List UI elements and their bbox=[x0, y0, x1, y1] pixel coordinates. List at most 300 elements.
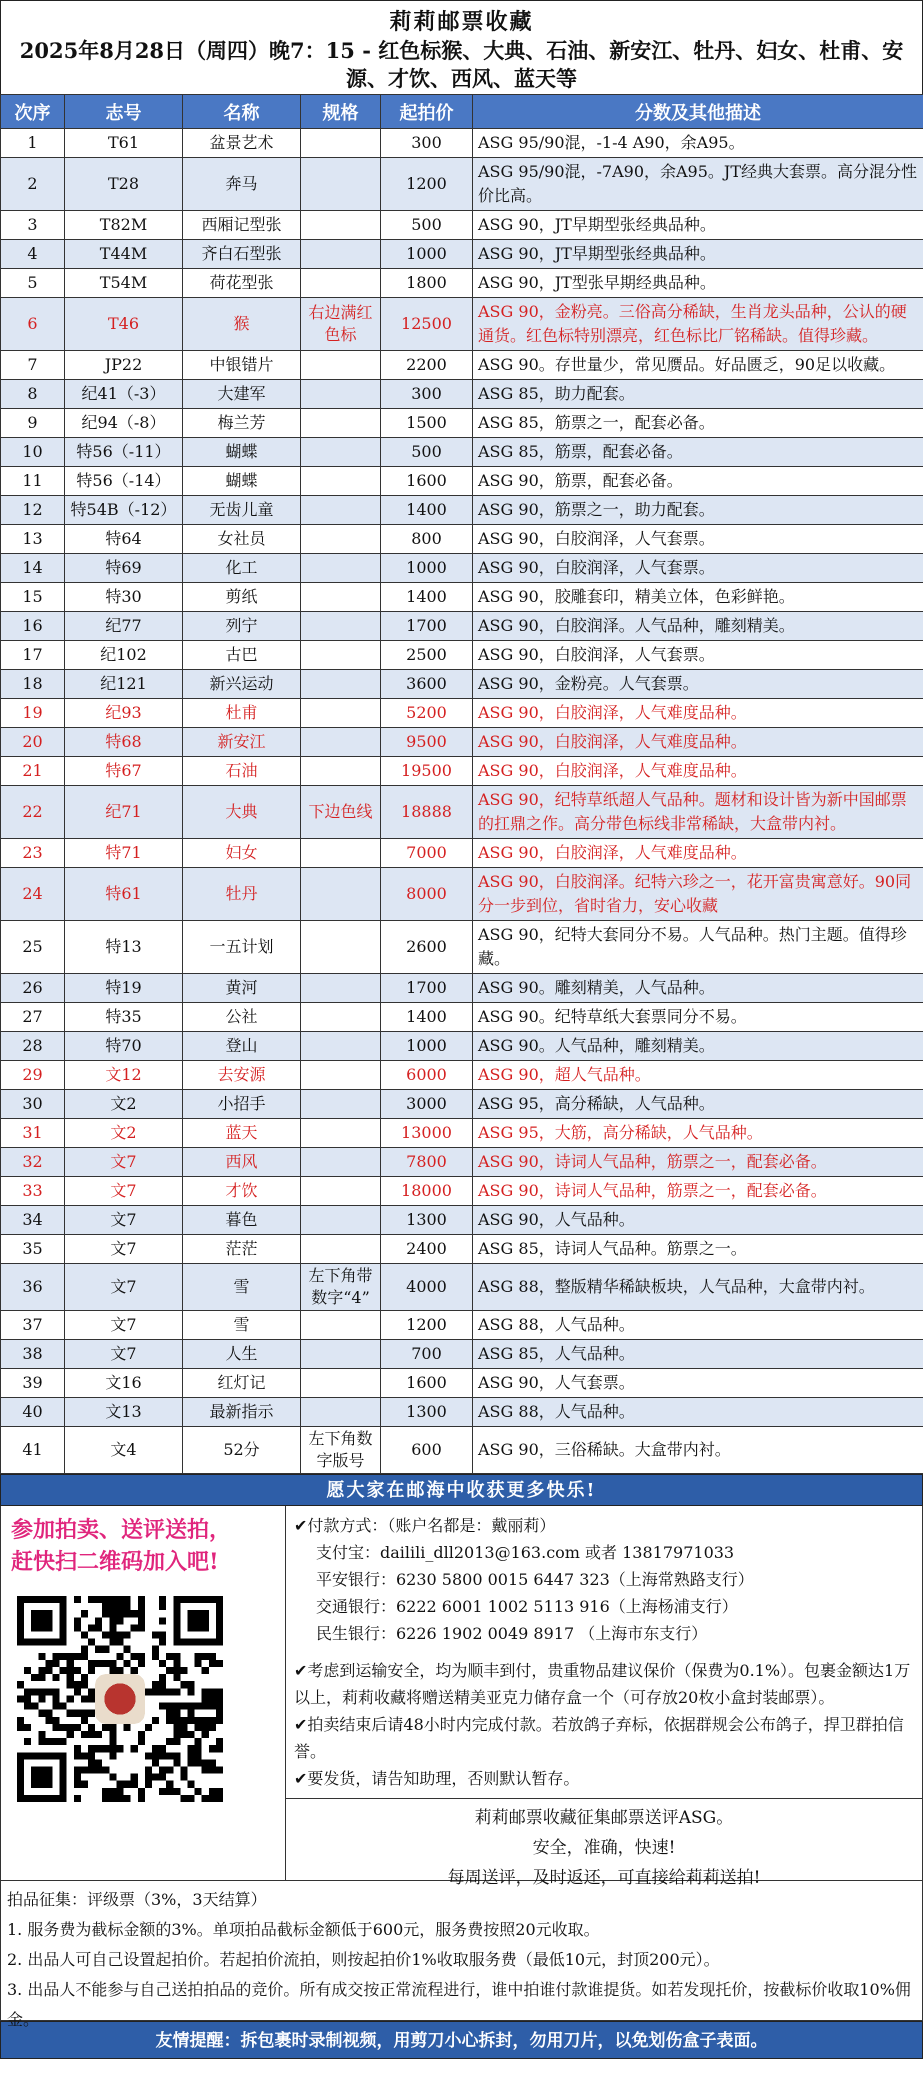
lot-number: 7 bbox=[1, 351, 65, 380]
service-line-1: 莉莉邮票收藏征集邮票送评ASG。 bbox=[474, 1808, 734, 1828]
lot-start-price: 3600 bbox=[381, 670, 473, 699]
lot-spec bbox=[301, 1398, 381, 1427]
lot-name: 化工 bbox=[183, 554, 301, 583]
lot-number: 25 bbox=[1, 921, 65, 974]
lot-spec bbox=[301, 1369, 381, 1398]
table-row bbox=[1, 641, 923, 670]
lot-name: 大建军 bbox=[183, 380, 301, 409]
lot-number: 22 bbox=[1, 786, 65, 839]
lot-code: 特56（-11） bbox=[65, 438, 183, 467]
lot-spec bbox=[301, 438, 381, 467]
table-row bbox=[1, 351, 923, 380]
table-row bbox=[1, 1369, 923, 1398]
table-row bbox=[1, 583, 923, 612]
lot-code: 特64 bbox=[65, 525, 183, 554]
col-header-price: 起拍价 bbox=[381, 95, 473, 129]
lot-number: 41 bbox=[1, 1427, 65, 1474]
footer-reminder: 友情提醒：拆包裹时录制视频，用剪刀小心拆封，勿用刀片，以免划伤盒子表面。 bbox=[0, 2021, 923, 2059]
lot-description: ASG 90，白胶润泽，人气套票。 bbox=[473, 554, 923, 583]
table-row bbox=[1, 612, 923, 641]
lot-start-price: 18888 bbox=[381, 786, 473, 839]
promo-panel bbox=[1, 1506, 286, 1880]
lot-spec bbox=[301, 158, 381, 211]
table-row bbox=[1, 129, 923, 158]
lot-spec bbox=[301, 583, 381, 612]
lot-name: 杜甫 bbox=[183, 699, 301, 728]
lot-start-price: 8000 bbox=[381, 868, 473, 921]
lot-description: ASG 90，白胶润泽，人气套票。 bbox=[473, 641, 923, 670]
lot-code: 文2 bbox=[65, 1090, 183, 1119]
lot-number: 36 bbox=[1, 1264, 65, 1311]
lot-spec: 右边满红色标 bbox=[301, 298, 381, 351]
promo-line-2: 赶快扫二维码加入吧! bbox=[11, 1549, 219, 1575]
alipay-account: 支付宝：dailili_dll2013@163.com 或者 13817971033 bbox=[316, 1543, 735, 1562]
lot-number: 6 bbox=[1, 298, 65, 351]
table-row bbox=[1, 1177, 923, 1206]
lot-start-price: 1200 bbox=[381, 158, 473, 211]
lot-name: 公社 bbox=[183, 1003, 301, 1032]
lot-start-price: 1000 bbox=[381, 1032, 473, 1061]
lot-number: 14 bbox=[1, 554, 65, 583]
greeting-banner: 愿大家在邮海中收获更多快乐! bbox=[0, 1474, 923, 1506]
lot-number: 30 bbox=[1, 1090, 65, 1119]
lot-description: ASG 90，超人气品种。 bbox=[473, 1061, 923, 1090]
page-title: 莉莉邮票收藏 bbox=[389, 9, 534, 35]
lot-spec: 左下角带数字“4” bbox=[301, 1264, 381, 1311]
table-row bbox=[1, 974, 923, 1003]
lot-description: ASG 90，诗词人气品种，筋票之一，配套必备。 bbox=[473, 1148, 923, 1177]
table-row bbox=[1, 728, 923, 757]
lot-name: 女社员 bbox=[183, 525, 301, 554]
lot-spec bbox=[301, 699, 381, 728]
lot-spec bbox=[301, 1148, 381, 1177]
payment-panel bbox=[286, 1506, 922, 1888]
lot-start-price: 1400 bbox=[381, 583, 473, 612]
lot-description: ASG 90。纪特草纸大套票同分不易。 bbox=[473, 1003, 923, 1032]
table-row bbox=[1, 839, 923, 868]
lot-name: 梅兰芳 bbox=[183, 409, 301, 438]
lot-number: 29 bbox=[1, 1061, 65, 1090]
lot-spec bbox=[301, 129, 381, 158]
delivery-note: ✔要发货，请告知助理，否则默认暂存。 bbox=[294, 1769, 580, 1788]
lot-name: 才饮 bbox=[183, 1177, 301, 1206]
grading-service bbox=[286, 1798, 922, 1897]
lot-number: 26 bbox=[1, 974, 65, 1003]
lot-number: 17 bbox=[1, 641, 65, 670]
lot-code: 特71 bbox=[65, 839, 183, 868]
lot-spec bbox=[301, 1311, 381, 1340]
lot-description: ASG 90，白胶润泽，人气难度品种。 bbox=[473, 699, 923, 728]
table-row bbox=[1, 1061, 923, 1090]
lot-code: 特13 bbox=[65, 921, 183, 974]
lot-spec bbox=[301, 974, 381, 1003]
lot-start-price: 9500 bbox=[381, 728, 473, 757]
lot-name: 猴 bbox=[183, 298, 301, 351]
lot-number: 1 bbox=[1, 129, 65, 158]
rule-2: 2. 出品人可自己设置起拍价。若起拍价流拍，则按起拍价1%收取服务费（最低10元，封顶200元）。 bbox=[7, 1950, 720, 1969]
lot-description: ASG 90，JT早期型张经典品种。 bbox=[473, 211, 923, 240]
lot-number: 40 bbox=[1, 1398, 65, 1427]
lot-start-price: 1600 bbox=[381, 467, 473, 496]
table-row bbox=[1, 1235, 923, 1264]
lot-name: 雪 bbox=[183, 1311, 301, 1340]
lot-start-price: 1000 bbox=[381, 554, 473, 583]
lot-start-price: 1300 bbox=[381, 1206, 473, 1235]
lot-start-price: 300 bbox=[381, 380, 473, 409]
lot-name: 齐白石型张 bbox=[183, 240, 301, 269]
lot-spec bbox=[301, 670, 381, 699]
lot-number: 4 bbox=[1, 240, 65, 269]
lot-name: 登山 bbox=[183, 1032, 301, 1061]
lot-spec bbox=[301, 380, 381, 409]
lot-number: 8 bbox=[1, 380, 65, 409]
lot-name: 牡丹 bbox=[183, 868, 301, 921]
lot-spec bbox=[301, 1340, 381, 1369]
table-row bbox=[1, 1090, 923, 1119]
table-row bbox=[1, 868, 923, 921]
lot-start-price: 2600 bbox=[381, 921, 473, 974]
lot-spec: 下边色线 bbox=[301, 786, 381, 839]
table-row bbox=[1, 380, 923, 409]
lot-name: 黄河 bbox=[183, 974, 301, 1003]
lot-start-price: 5200 bbox=[381, 699, 473, 728]
lot-name: 最新指示 bbox=[183, 1398, 301, 1427]
lot-code: 纪77 bbox=[65, 612, 183, 641]
lot-table bbox=[0, 94, 923, 1474]
lot-start-price: 7800 bbox=[381, 1148, 473, 1177]
lot-number: 10 bbox=[1, 438, 65, 467]
lot-description: ASG 90，JT早期型张经典品种。 bbox=[473, 240, 923, 269]
lot-spec bbox=[301, 554, 381, 583]
lot-code: 特56（-14） bbox=[65, 467, 183, 496]
lot-spec bbox=[301, 728, 381, 757]
table-row bbox=[1, 1340, 923, 1369]
lot-number: 16 bbox=[1, 612, 65, 641]
lot-code: T61 bbox=[65, 129, 183, 158]
lot-spec bbox=[301, 1206, 381, 1235]
payment-deadline-note: ✔拍卖结束后请48小时内完成付款。若放鸽子弃标，依据群规会公布鸽子，捍卫群拍信誉。 bbox=[294, 1715, 904, 1761]
lot-code: JP22 bbox=[65, 351, 183, 380]
lot-description: ASG 95，高分稀缺，人气品种。 bbox=[473, 1090, 923, 1119]
lot-rows bbox=[1, 129, 923, 1474]
table-row bbox=[1, 269, 923, 298]
rule-1: 1. 服务费为截标金额的3%。单项拍品截标金额低于600元，服务费按照20元收取。 bbox=[7, 1920, 600, 1939]
table-row bbox=[1, 525, 923, 554]
lot-code: 文7 bbox=[65, 1264, 183, 1311]
lot-number: 19 bbox=[1, 699, 65, 728]
lot-number: 31 bbox=[1, 1119, 65, 1148]
lot-number: 3 bbox=[1, 211, 65, 240]
lot-code: T46 bbox=[65, 298, 183, 351]
col-header-name: 名称 bbox=[183, 95, 301, 129]
table-row bbox=[1, 496, 923, 525]
lot-code: 特68 bbox=[65, 728, 183, 757]
table-row bbox=[1, 1119, 923, 1148]
table-row bbox=[1, 158, 923, 211]
lot-description: ASG 95/90混，-1-4 A90，余A95。 bbox=[473, 129, 923, 158]
lot-spec bbox=[301, 1032, 381, 1061]
lot-start-price: 1500 bbox=[381, 409, 473, 438]
lot-name: 石油 bbox=[183, 757, 301, 786]
bank-account-pingan: 平安银行：6230 5800 0015 6447 323（上海常熟路支行） bbox=[316, 1570, 754, 1589]
service-line-2: 安全，准确，快速! bbox=[532, 1838, 676, 1858]
lot-code: 文7 bbox=[65, 1340, 183, 1369]
lot-number: 28 bbox=[1, 1032, 65, 1061]
lot-description: ASG 90，胶雕套印，精美立体，色彩鲜艳。 bbox=[473, 583, 923, 612]
lot-name: 无齿儿童 bbox=[183, 496, 301, 525]
lot-code: 文2 bbox=[65, 1119, 183, 1148]
lot-description: ASG 90，白胶润泽。人气品种，雕刻精美。 bbox=[473, 612, 923, 641]
lot-code: 文7 bbox=[65, 1148, 183, 1177]
lot-description: ASG 90。人气品种，雕刻精美。 bbox=[473, 1032, 923, 1061]
lot-name: 雪 bbox=[183, 1264, 301, 1311]
lot-spec bbox=[301, 839, 381, 868]
lot-number: 20 bbox=[1, 728, 65, 757]
lot-name: 妇女 bbox=[183, 839, 301, 868]
lot-code: 文7 bbox=[65, 1311, 183, 1340]
shipping-note: ✔考虑到运输安全，均为顺丰到付，贵重物品建议保价（保费为0.1%）。包裹金额达1万以上，莉莉收藏将赠送精美亚克力储存盒一个（可存放20枚小盒封装邮票）。 bbox=[294, 1661, 911, 1707]
lot-name: 大典 bbox=[183, 786, 301, 839]
lot-code: 文4 bbox=[65, 1427, 183, 1474]
table-row bbox=[1, 786, 923, 839]
lot-spec bbox=[301, 1235, 381, 1264]
lot-name: 西风 bbox=[183, 1148, 301, 1177]
lot-spec bbox=[301, 269, 381, 298]
lot-description: ASG 90，JT型张早期经典品种。 bbox=[473, 269, 923, 298]
table-row bbox=[1, 554, 923, 583]
lot-code: 文7 bbox=[65, 1177, 183, 1206]
lot-description: ASG 90，白胶润泽，人气套票。 bbox=[473, 525, 923, 554]
lot-spec bbox=[301, 1061, 381, 1090]
lot-spec bbox=[301, 351, 381, 380]
col-header-code: 志号 bbox=[65, 95, 183, 129]
table-row bbox=[1, 1311, 923, 1340]
lot-start-price: 1400 bbox=[381, 1003, 473, 1032]
table-row bbox=[1, 1264, 923, 1311]
lot-number: 5 bbox=[1, 269, 65, 298]
rules-title: 拍品征集：评级票（3%，3天结算） bbox=[7, 1890, 267, 1909]
table-row bbox=[1, 1206, 923, 1235]
lot-name: 荷花型张 bbox=[183, 269, 301, 298]
lot-description: ASG 88，人气品种。 bbox=[473, 1398, 923, 1427]
lot-spec bbox=[301, 757, 381, 786]
table-row bbox=[1, 467, 923, 496]
table-row bbox=[1, 211, 923, 240]
page-header bbox=[0, 0, 923, 94]
lot-start-price: 800 bbox=[381, 525, 473, 554]
lot-start-price: 4000 bbox=[381, 1264, 473, 1311]
lot-name: 小招手 bbox=[183, 1090, 301, 1119]
lot-start-price: 13000 bbox=[381, 1119, 473, 1148]
lot-start-price: 6000 bbox=[381, 1061, 473, 1090]
lot-description: ASG 90，白胶润泽，人气难度品种。 bbox=[473, 757, 923, 786]
lot-start-price: 300 bbox=[381, 129, 473, 158]
lot-number: 38 bbox=[1, 1340, 65, 1369]
lot-code: 纪94（-8） bbox=[65, 409, 183, 438]
lot-number: 37 bbox=[1, 1311, 65, 1340]
lot-number: 35 bbox=[1, 1235, 65, 1264]
info-section bbox=[0, 1506, 923, 1888]
lot-start-price: 500 bbox=[381, 211, 473, 240]
table-row bbox=[1, 1032, 923, 1061]
lot-code: 纪93 bbox=[65, 699, 183, 728]
lot-description: ASG 90，人气品种。 bbox=[473, 1206, 923, 1235]
lot-spec bbox=[301, 641, 381, 670]
lot-code: T82M bbox=[65, 211, 183, 240]
lot-name: 剪纸 bbox=[183, 583, 301, 612]
lot-description: ASG 90，纪特草纸超人气品种。题材和设计皆为新中国邮票的扛鼎之作。高分带色标线非常稀缺，大盒带内衬。 bbox=[473, 786, 923, 839]
lot-name: 蝴蝶 bbox=[183, 467, 301, 496]
bank-account-bocom: 交通银行：6222 6001 1002 5113 916（上海杨浦支行） bbox=[316, 1597, 738, 1616]
lot-start-price: 1000 bbox=[381, 240, 473, 269]
lot-name: 盆景艺术 bbox=[183, 129, 301, 158]
auction-subtitle: 2025年8月28日（周四）晚7：15 - 红色标猴、大典、石油、新安江、牡丹、妇女、杜甫、安源、才饮、西风、蓝天等 bbox=[19, 38, 904, 91]
lot-start-price: 18000 bbox=[381, 1177, 473, 1206]
lot-spec bbox=[301, 921, 381, 974]
table-row bbox=[1, 1003, 923, 1032]
lot-number: 15 bbox=[1, 583, 65, 612]
lot-description: ASG 85，人气品种。 bbox=[473, 1340, 923, 1369]
lot-description: ASG 90。存世量少，常见赝品。好品匮乏，90足以收藏。 bbox=[473, 351, 923, 380]
lot-code: T28 bbox=[65, 158, 183, 211]
table-header-row bbox=[1, 95, 923, 129]
lot-name: 西厢记型张 bbox=[183, 211, 301, 240]
rule-3: 3. 出品人不能参与自己送拍拍品的竞价。所有成交按正常流程进行，谁中拍谁付款谁提货。如若发现托价，按截标价收取10%佣金。 bbox=[7, 1980, 911, 2029]
lot-start-price: 7000 bbox=[381, 839, 473, 868]
lot-description: ASG 90，白胶润泽，人气难度品种。 bbox=[473, 839, 923, 868]
lot-name: 蝴蝶 bbox=[183, 438, 301, 467]
lot-name: 去安源 bbox=[183, 1061, 301, 1090]
lot-code: 特35 bbox=[65, 1003, 183, 1032]
lot-spec bbox=[301, 211, 381, 240]
lot-name: 蓝天 bbox=[183, 1119, 301, 1148]
lot-name: 52分 bbox=[183, 1427, 301, 1474]
lot-number: 18 bbox=[1, 670, 65, 699]
lot-spec bbox=[301, 612, 381, 641]
lot-code: T54M bbox=[65, 269, 183, 298]
lot-start-price: 19500 bbox=[381, 757, 473, 786]
col-header-no: 次序 bbox=[1, 95, 65, 129]
lot-spec bbox=[301, 1003, 381, 1032]
lot-name: 红灯记 bbox=[183, 1369, 301, 1398]
table-row bbox=[1, 699, 923, 728]
lot-code: 纪102 bbox=[65, 641, 183, 670]
lot-start-price: 600 bbox=[381, 1427, 473, 1474]
lot-description: ASG 90，人气套票。 bbox=[473, 1369, 923, 1398]
lot-name: 列宁 bbox=[183, 612, 301, 641]
lot-start-price: 2500 bbox=[381, 641, 473, 670]
payment-info bbox=[286, 1506, 922, 1798]
lot-description: ASG 85，筋票，配套必备。 bbox=[473, 438, 923, 467]
payment-heading: ✔付款方式：（账户名都是：戴丽莉） bbox=[294, 1516, 556, 1535]
lot-code: 文13 bbox=[65, 1398, 183, 1427]
lot-start-price: 12500 bbox=[381, 298, 473, 351]
lot-code: 特30 bbox=[65, 583, 183, 612]
lot-start-price: 1700 bbox=[381, 612, 473, 641]
lot-number: 39 bbox=[1, 1369, 65, 1398]
lot-start-price: 1300 bbox=[381, 1398, 473, 1427]
lot-start-price: 1600 bbox=[381, 1369, 473, 1398]
lot-number: 9 bbox=[1, 409, 65, 438]
lot-name: 人生 bbox=[183, 1340, 301, 1369]
lot-start-price: 2200 bbox=[381, 351, 473, 380]
lot-description: ASG 88，人气品种。 bbox=[473, 1311, 923, 1340]
lot-number: 24 bbox=[1, 868, 65, 921]
col-header-desc: 分数及其他描述 bbox=[473, 95, 923, 129]
lot-description: ASG 85，诗词人气品种。筋票之一。 bbox=[473, 1235, 923, 1264]
qr-code[interactable] bbox=[17, 1596, 223, 1802]
table-row bbox=[1, 1148, 923, 1177]
lot-number: 32 bbox=[1, 1148, 65, 1177]
lot-start-price: 1700 bbox=[381, 974, 473, 1003]
lot-description: ASG 85，助力配套。 bbox=[473, 380, 923, 409]
lot-start-price: 2400 bbox=[381, 1235, 473, 1264]
lot-start-price: 1200 bbox=[381, 1311, 473, 1340]
lot-spec bbox=[301, 1090, 381, 1119]
lot-number: 27 bbox=[1, 1003, 65, 1032]
lot-name: 新兴运动 bbox=[183, 670, 301, 699]
lot-description: ASG 85，筋票之一，配套必备。 bbox=[473, 409, 923, 438]
lot-description: ASG 90，白胶润泽。纪特六珍之一，花开富贵寓意好。90同分一步到位，省时省力，安心收藏 bbox=[473, 868, 923, 921]
lot-code: 文16 bbox=[65, 1369, 183, 1398]
lot-spec: 左下角数字版号 bbox=[301, 1427, 381, 1474]
lot-number: 12 bbox=[1, 496, 65, 525]
table-row bbox=[1, 1427, 923, 1474]
lot-start-price: 700 bbox=[381, 1340, 473, 1369]
lot-number: 21 bbox=[1, 757, 65, 786]
lot-name: 暮色 bbox=[183, 1206, 301, 1235]
lot-number: 34 bbox=[1, 1206, 65, 1235]
table-row bbox=[1, 438, 923, 467]
table-row bbox=[1, 757, 923, 786]
bank-account-minsheng: 民生银行：6226 1902 0049 8917 （上海市东支行） bbox=[316, 1624, 708, 1643]
lot-code: 特67 bbox=[65, 757, 183, 786]
lot-description: ASG 90，三俗稀缺。大盒带内衬。 bbox=[473, 1427, 923, 1474]
table-row bbox=[1, 670, 923, 699]
table-row bbox=[1, 409, 923, 438]
lot-spec bbox=[301, 409, 381, 438]
lot-number: 13 bbox=[1, 525, 65, 554]
lot-code: 特54B（-12） bbox=[65, 496, 183, 525]
lot-code: 文7 bbox=[65, 1235, 183, 1264]
lot-description: ASG 88，整版精华稀缺板块，人气品种，大盒带内衬。 bbox=[473, 1264, 923, 1311]
lot-description: ASG 90，纪特大套同分不易。人气品种。热门主题。值得珍藏。 bbox=[473, 921, 923, 974]
table-row bbox=[1, 298, 923, 351]
lot-code: 纪41（-3） bbox=[65, 380, 183, 409]
lot-code: 特61 bbox=[65, 868, 183, 921]
lot-name: 新安江 bbox=[183, 728, 301, 757]
consignment-rules bbox=[0, 1881, 923, 2029]
lot-spec bbox=[301, 467, 381, 496]
lot-description: ASG 90，诗词人气品种，筋票之一，配套必备。 bbox=[473, 1177, 923, 1206]
lot-code: 文12 bbox=[65, 1061, 183, 1090]
lot-start-price: 500 bbox=[381, 438, 473, 467]
lot-spec bbox=[301, 525, 381, 554]
lot-description: ASG 90，筋票之一，助力配套。 bbox=[473, 496, 923, 525]
lot-code: 特69 bbox=[65, 554, 183, 583]
lot-spec bbox=[301, 240, 381, 269]
table-row bbox=[1, 921, 923, 974]
table-row bbox=[1, 240, 923, 269]
lot-description: ASG 90，金粉亮。三俗高分稀缺，生肖龙头品种，公认的硬通货。红色标特别漂亮，红色标比厂铭稀缺。值得珍藏。 bbox=[473, 298, 923, 351]
lot-spec bbox=[301, 868, 381, 921]
lot-number: 23 bbox=[1, 839, 65, 868]
lot-start-price: 3000 bbox=[381, 1090, 473, 1119]
lot-spec bbox=[301, 496, 381, 525]
lot-name: 一五计划 bbox=[183, 921, 301, 974]
lot-name: 古巴 bbox=[183, 641, 301, 670]
lot-description: ASG 90，筋票，配套必备。 bbox=[473, 467, 923, 496]
